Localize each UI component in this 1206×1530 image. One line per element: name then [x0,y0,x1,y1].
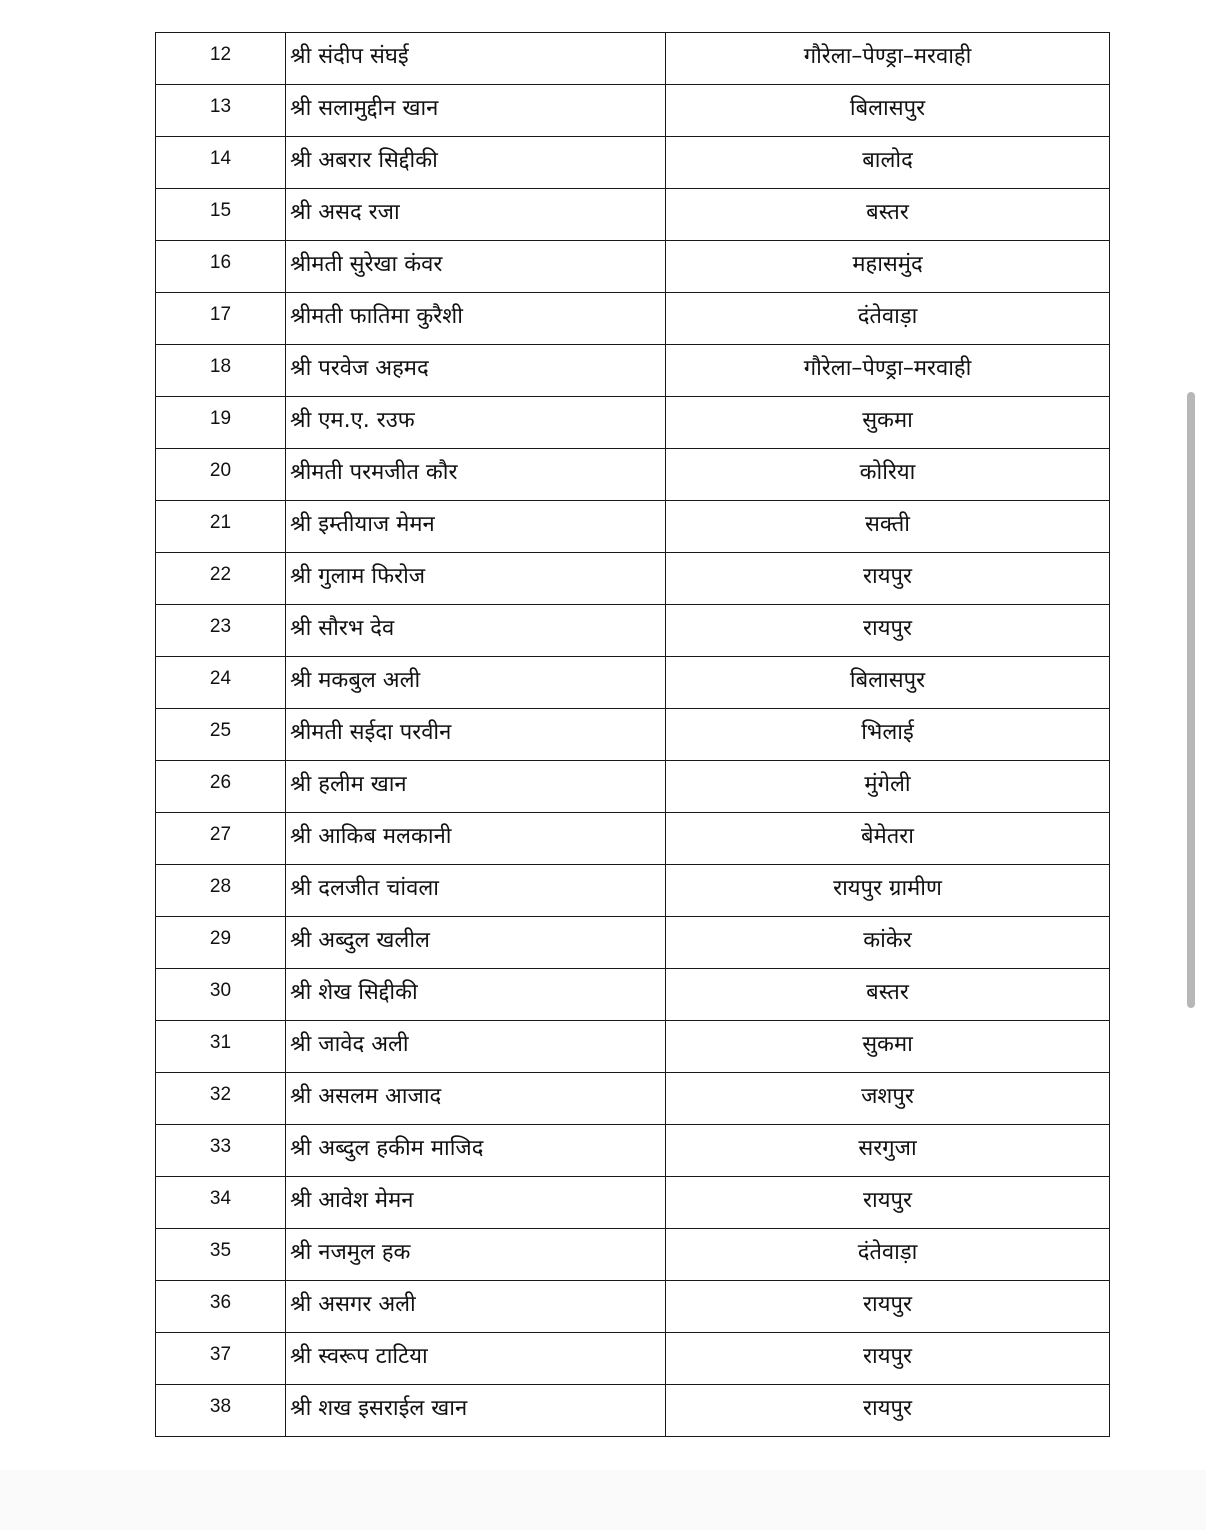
serial-number-cell [156,1073,286,1125]
member-name-cell-text: श्री संदीप संघई [290,43,409,69]
serial-number-cell [156,657,286,709]
member-name-cell [286,813,666,865]
serial-number-cell [156,1281,286,1333]
member-name-cell-text: श्री गुलाम फिरोज [290,563,426,589]
serial-number-cell-text: 30 [209,979,232,1001]
district-cell-text: बस्तर [866,199,909,225]
table-row [156,189,1110,241]
serial-number-cell [156,1385,286,1437]
member-name-cell-text: श्रीमती फातिमा कुरैशी [290,303,463,329]
member-name-cell [286,501,666,553]
member-name-cell-text: श्रीमती सुरेखा कंवर [290,251,443,277]
serial-number-cell-text: 12 [209,43,232,65]
serial-number-cell [156,1177,286,1229]
table-row [156,1021,1110,1073]
member-name-cell-text: श्री असगर अली [290,1291,416,1317]
serial-number-cell-text: 27 [209,823,232,845]
district-cell [666,1125,1110,1177]
district-cell-text: रायपुर [863,563,912,589]
table-row [156,501,1110,553]
serial-number-cell [156,761,286,813]
district-cell-text: सरगुजा [858,1135,917,1161]
serial-number-cell-text: 15 [209,199,232,221]
district-cell [666,761,1110,813]
table-row [156,709,1110,761]
table-row [156,1333,1110,1385]
serial-number-cell [156,241,286,293]
member-name-cell-text: श्री दलजीत चांवला [290,875,439,901]
district-cell-text: रायपुर [863,615,912,641]
member-name-cell [286,293,666,345]
member-name-cell [286,761,666,813]
member-name-cell [286,1021,666,1073]
district-cell-text: दंतेवाड़ा [857,303,918,329]
serial-number-cell [156,501,286,553]
member-name-cell [286,397,666,449]
serial-number-cell-text: 35 [209,1239,232,1261]
district-cell-text: सुकमा [862,1031,913,1057]
member-name-cell [286,189,666,241]
member-name-cell-text: श्री स्वरूप टाटिया [290,1343,428,1369]
member-name-cell-text: श्री नजमुल हक [290,1239,411,1265]
member-name-cell [286,137,666,189]
member-name-cell [286,1125,666,1177]
serial-number-cell-text: 36 [209,1291,232,1313]
serial-number-cell [156,397,286,449]
district-cell [666,449,1110,501]
member-name-cell [286,241,666,293]
serial-number-cell [156,33,286,85]
serial-number-cell [156,345,286,397]
district-cell [666,1177,1110,1229]
district-cell-text: बालोद [862,147,913,173]
serial-number-cell-text: 21 [209,511,232,533]
serial-number-cell [156,137,286,189]
member-name-cell-text: श्री जावेद अली [290,1031,409,1057]
table-row [156,813,1110,865]
table-row [156,657,1110,709]
member-name-cell [286,709,666,761]
serial-number-cell [156,1333,286,1385]
table-row [156,33,1110,85]
district-cell-text: गौरेला–पेण्ड्रा–मरवाही [803,43,972,69]
serial-number-cell-text: 14 [209,147,232,169]
member-name-cell-text: श्री असद रजा [290,199,400,225]
serial-number-cell-text: 20 [209,459,232,481]
member-name-cell-text: श्री परवेज अहमद [290,355,429,381]
member-name-cell-text: श्री आकिब मलकानी [290,823,452,849]
district-cell-text: बिलासपुर [849,667,926,693]
district-cell-text: रायपुर [863,1291,912,1317]
district-cell-text: सुकमा [862,407,913,433]
district-cell [666,813,1110,865]
serial-number-cell-text: 31 [209,1031,232,1053]
vertical-scrollbar[interactable] [1187,392,1195,1008]
serial-number-cell-text: 16 [209,251,232,273]
district-cell-text: बेमेतरा [861,823,914,849]
member-name-cell [286,1281,666,1333]
district-cell [666,709,1110,761]
member-name-cell [286,345,666,397]
serial-number-cell-text: 26 [209,771,232,793]
serial-number-cell [156,1125,286,1177]
table-row [156,917,1110,969]
district-cell-text: भिलाई [861,719,914,745]
table-row [156,1073,1110,1125]
district-cell-text: बिलासपुर [849,95,926,121]
serial-number-cell [156,85,286,137]
table-body [156,33,1110,1437]
member-name-cell [286,85,666,137]
district-cell-text: जशपुर [861,1083,914,1109]
member-name-cell-text: श्रीमती परमजीत कौर [290,459,458,485]
district-cell-text: रायपुर ग्रामीण [833,875,942,901]
district-cell [666,1073,1110,1125]
serial-number-cell [156,969,286,1021]
serial-number-cell [156,917,286,969]
serial-number-cell-text: 23 [209,615,232,637]
district-cell [666,1229,1110,1281]
district-cell-text: बस्तर [866,979,909,1005]
member-name-cell-text: श्रीमती सईदा परवीन [290,719,452,745]
member-name-cell [286,449,666,501]
district-cell [666,1281,1110,1333]
district-cell [666,553,1110,605]
district-cell-text: कोरिया [859,459,916,485]
district-cell-text: कांकेर [863,927,912,953]
serial-number-cell [156,449,286,501]
district-cell [666,969,1110,1021]
table-row [156,293,1110,345]
member-name-cell-text: श्री इम्तीयाज मेमन [290,511,435,537]
district-cell-text: सक्ती [865,511,910,537]
district-cell [666,1021,1110,1073]
table-row [156,241,1110,293]
member-name-cell-text: श्री सौरभ देव [290,615,395,641]
page-bottom-margin [0,1470,1206,1530]
member-name-cell-text: श्री शेख सिद्दीकी [290,979,418,1005]
member-list-table [155,32,1110,1437]
district-cell [666,293,1110,345]
table-row [156,345,1110,397]
serial-number-cell [156,813,286,865]
district-cell-text: मुंगेली [864,771,911,797]
district-cell-text: महासमुंद [852,251,923,277]
table-row [156,865,1110,917]
serial-number-cell [156,709,286,761]
serial-number-cell-text: 28 [209,875,232,897]
serial-number-cell-text: 13 [209,95,232,117]
member-name-cell-text: श्री अबरार सिद्दीकी [290,147,438,173]
member-name-cell [286,1177,666,1229]
member-name-cell-text: श्री सलामुद्दीन खान [290,95,439,121]
table-row [156,1125,1110,1177]
serial-number-cell [156,1229,286,1281]
member-name-cell [286,917,666,969]
table-row [156,397,1110,449]
table-row [156,1229,1110,1281]
member-name-cell-text: श्री आवेश मेमन [290,1187,414,1213]
serial-number-cell-text: 33 [209,1135,232,1157]
member-name-cell [286,865,666,917]
member-name-cell [286,1385,666,1437]
district-cell-text: रायपुर [863,1395,912,1421]
district-cell [666,137,1110,189]
member-name-cell [286,553,666,605]
member-name-cell-text: श्री अब्दुल हकीम माजिद [290,1135,484,1161]
serial-number-cell [156,1021,286,1073]
member-name-cell [286,657,666,709]
district-cell [666,33,1110,85]
serial-number-cell-text: 24 [209,667,232,689]
district-cell [666,85,1110,137]
district-cell [666,345,1110,397]
serial-number-cell-text: 38 [209,1395,232,1417]
district-cell-text: दंतेवाड़ा [857,1239,918,1265]
member-name-cell [286,1333,666,1385]
serial-number-cell-text: 25 [209,719,232,741]
district-cell-text: रायपुर [863,1187,912,1213]
district-cell [666,865,1110,917]
table-row [156,1385,1110,1437]
district-cell [666,241,1110,293]
member-name-cell-text: श्री अब्दुल खलील [290,927,430,953]
serial-number-cell-text: 37 [209,1343,232,1365]
district-cell-text: रायपुर [863,1343,912,1369]
member-name-cell [286,969,666,1021]
table-row [156,605,1110,657]
table-row [156,969,1110,1021]
serial-number-cell-text: 32 [209,1083,232,1105]
district-cell-text: गौरेला–पेण्ड्रा–मरवाही [803,355,972,381]
serial-number-cell [156,553,286,605]
serial-number-cell [156,605,286,657]
table-row [156,137,1110,189]
serial-number-cell [156,189,286,241]
table-row [156,85,1110,137]
member-name-cell-text: श्री असलम आजाद [290,1083,442,1109]
member-name-cell [286,33,666,85]
district-cell [666,605,1110,657]
member-name-cell [286,1073,666,1125]
member-name-cell [286,1229,666,1281]
member-name-cell-text: श्री मकबुल अली [290,667,421,693]
table-row [156,761,1110,813]
district-cell [666,1385,1110,1437]
member-name-cell-text: श्री एम.ए. रउफ [290,407,415,433]
district-cell [666,657,1110,709]
serial-number-cell-text: 34 [209,1187,232,1209]
serial-number-cell [156,865,286,917]
serial-number-cell-text: 17 [209,303,232,325]
table-row [156,1177,1110,1229]
member-name-cell [286,605,666,657]
member-name-cell-text: श्री हलीम खान [290,771,407,797]
member-name-cell-text: श्री शख इसराईल खान [290,1395,468,1421]
table-row [156,1281,1110,1333]
district-cell [666,501,1110,553]
serial-number-cell-text: 18 [209,355,232,377]
district-cell [666,1333,1110,1385]
serial-number-cell-text: 29 [209,927,232,949]
district-cell [666,189,1110,241]
district-cell [666,917,1110,969]
serial-number-cell-text: 22 [209,563,232,585]
district-cell [666,397,1110,449]
table-row [156,449,1110,501]
table-row [156,553,1110,605]
serial-number-cell [156,293,286,345]
serial-number-cell-text: 19 [209,407,232,429]
